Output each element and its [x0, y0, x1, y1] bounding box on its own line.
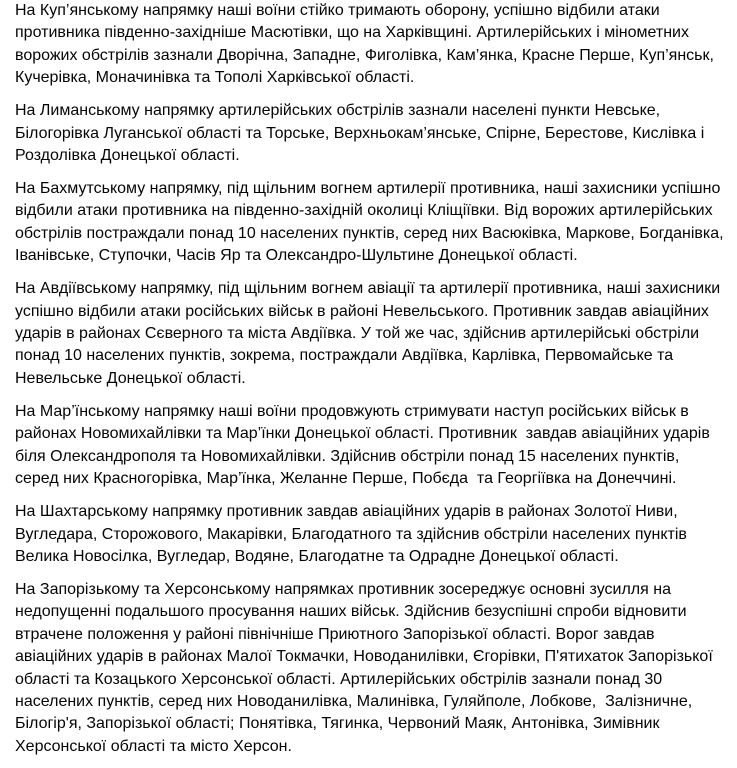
paragraph-kupiansk: На Куп’янському напрямку наші воїни стійко тримають оборону, успішно відбили атаки противника південно-західніше Масютівки, що на Харківщині. Артилерійських і мінометних ворожих обстрілів зазнали Дворічна, Западне, Фиголівка, Кам’янка, Красне Перше, Куп’янськ, Кучерівка, Моначинівка та Тополі Харківської області. — [15, 2, 719, 87]
paragraph-bakhmut: На Бахмутському напрямку, під щільним вогнем артилерії противника, наші захисники успішно відбили атаки противника на південно-західній околиці Кліщіївки. Від ворожих артилерійських обстрілів постраждали понад 10 населених пунктів, серед них Васюківка, Маркове, Богданівка, Іванівське, Ступочки, Часів Яр та Олександро-Шультине Донецької області. — [15, 180, 729, 265]
paragraph-avdiivka: На Авдіївському напрямку, під щільним вогнем авіації та артилерії противника, наші захисники успішно відбили атаки російських військ в районі Невельського. Противник завдав авіаційних ударів в районах Сєверного та міста Авдіївка. У той же час, здійснив артилерійські обстріли понад 10 населених пунктів, зокрема, постраждали Авдіївка, Карлівка, Первомайське та Невельське Донецької області. — [15, 280, 725, 387]
paragraph-lyman: На Лиманському напрямку артилерійських обстрілів зазнали населені пункти Невське, Білогорівка Луганської області та Торське, Верхньокам’янське, Спірне, Берестове, Кислівка і Роздолівка Донецької області. — [15, 102, 709, 165]
paragraph-marinka: На Мар’їнському напрямку наші воїни продовжують стримувати наступ російських військ в районах Новомихайлівки та Мар’їнки Донецької області. Противник завдав авіаційних ударів біля Олександрополя та Новомихайлівки. Здійснив обстріли понад 15 населених пунктів, серед них Красногорівка, Мар’їнка, Желанне Перше, Побєда та Георгіївка на Донеччині. — [15, 402, 715, 488]
paragraph-shakhtarske: На Шахтарському напрямку противник завдав авіаційних ударів в районах Золотої Ниви, Вугледара, Сторожового, Макарівки, Благодатного та здійснив обстріли населених пунктів Велика Новосілка, Вугледар, Водяне, Благодатне та Одрадне Донецької області. — [15, 503, 692, 565]
paragraph-zaporizhzhia-kherson: На Запорізькому та Херсонському напрямках противник зосереджує основні зусилля на недопущенні подальшого просування наших військ. Здійснив безуспішні спроби відновити втрачене положення у районі північніше Приютного Запорізької області. Ворог завдав авіаційних ударів в районах Малої Токмачки, Новоданилівки, Єгорівки, П'ятихаток Запорізької області та Козацького Херсонської області. Артилерійських обстрілів зазнали понад 30 населених пунктів, серед них Новоданилівка, Малинівка, Гуляйполе, Лобкове, Залізничне, Білогір'я, Запорізької області; Понятівка, Тягинка, Червоний Маяк, Антонівка, Зимівник Херсонської області та місто Херсон. — [15, 580, 718, 755]
